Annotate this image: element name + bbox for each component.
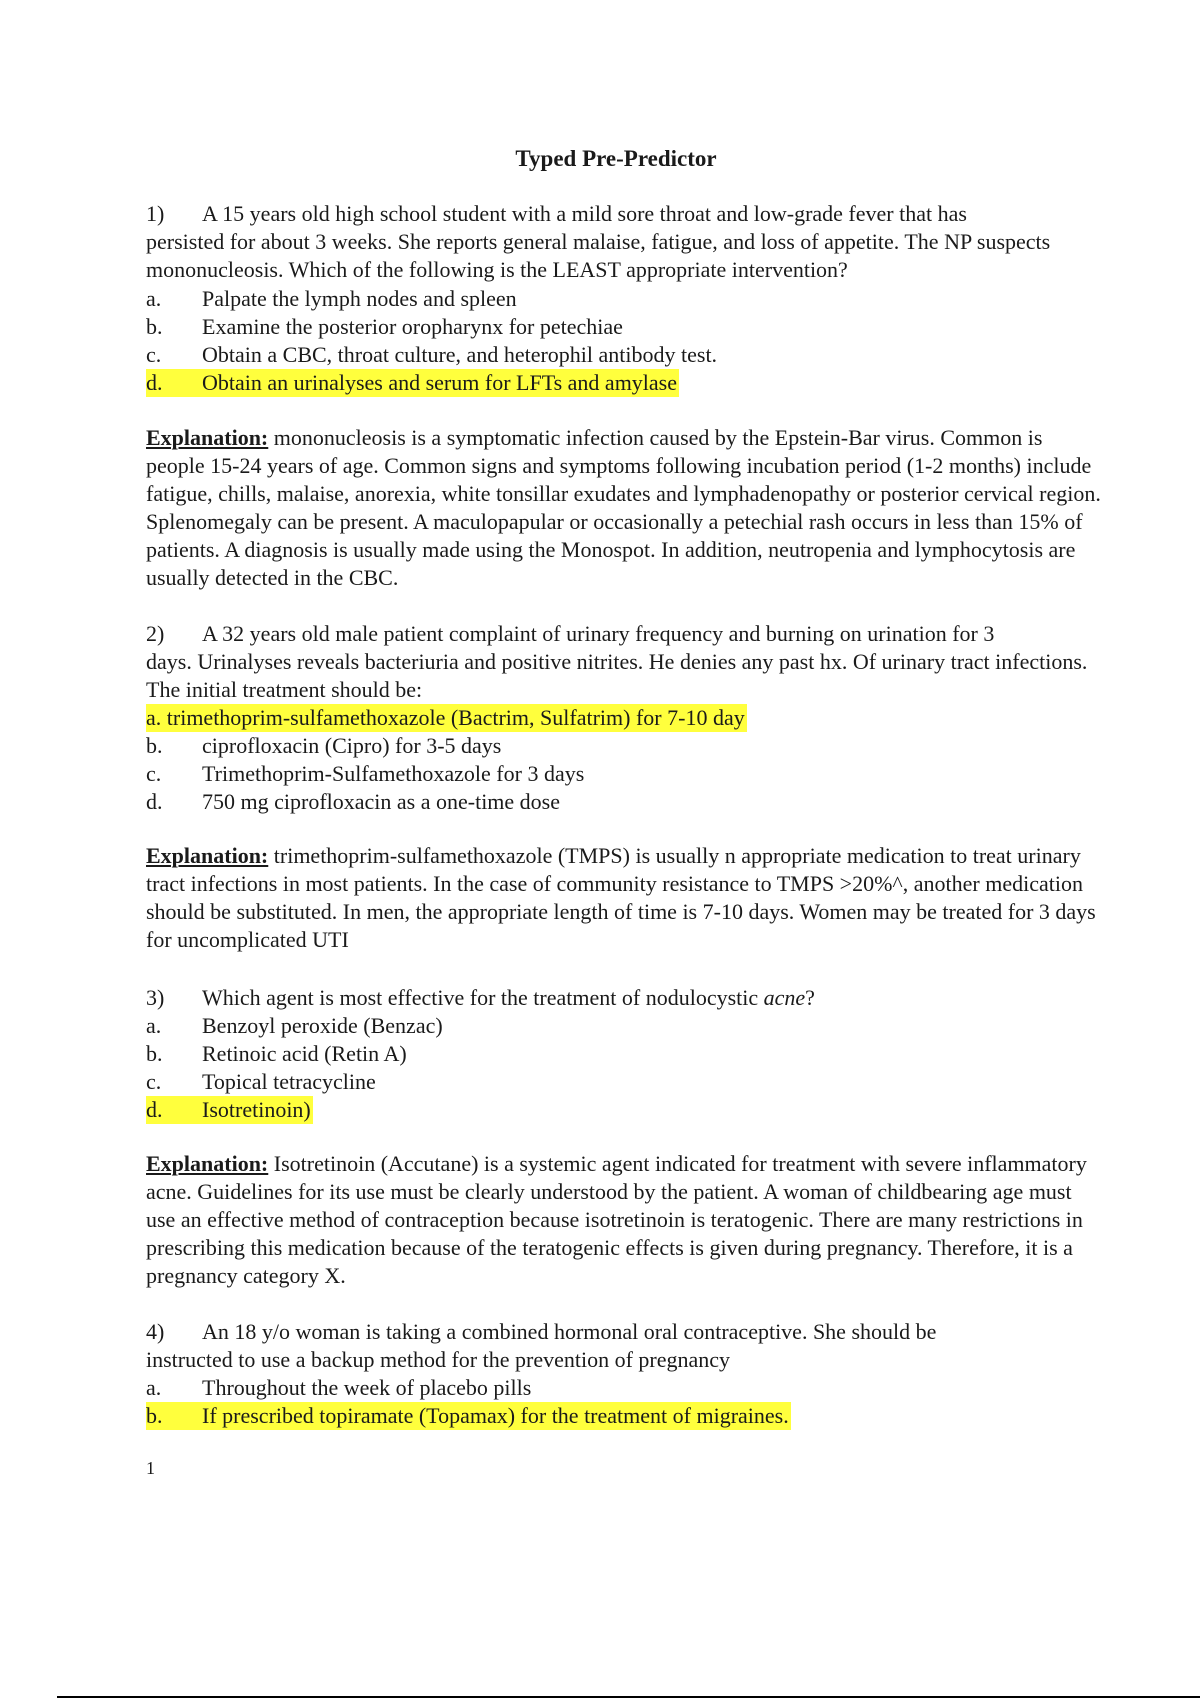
option-a bbox=[146, 1374, 1106, 1402]
option-text: Palpate the lymph nodes and spleen bbox=[202, 286, 517, 311]
option-text: Isotretinoin) bbox=[202, 1097, 311, 1122]
question-text: Which agent is most effective for the treatment of nodulocystic acne? bbox=[202, 985, 815, 1010]
question-text: An 18 y/o woman is taking a combined hormonal oral contraceptive. She should be bbox=[202, 1319, 937, 1344]
option-text: If prescribed topiramate (Topamax) for the treatment of migraines. bbox=[202, 1403, 789, 1428]
question-text-cont: instructed to use a backup method for the prevention of pregnancy bbox=[146, 1347, 731, 1372]
option-text: Benzoyl peroxide (Benzac) bbox=[202, 1013, 443, 1038]
page-number: 1 bbox=[146, 1458, 155, 1478]
option-b bbox=[146, 1040, 1106, 1068]
option-letter: c. bbox=[146, 761, 162, 786]
option-letter: b. bbox=[146, 314, 163, 339]
option-b bbox=[146, 732, 1106, 760]
option-text: Trimethoprim-Sulfamethoxazole for 3 days bbox=[202, 761, 585, 786]
option-text: Topical tetracycline bbox=[202, 1069, 376, 1094]
option-letter: b. bbox=[146, 1403, 163, 1428]
option-d-correct bbox=[146, 1096, 313, 1124]
option-letter: a. bbox=[146, 1013, 162, 1038]
question-2 bbox=[146, 620, 1106, 816]
explanation-label: Explanation: bbox=[146, 843, 269, 868]
option-text: Throughout the week of placebo pills bbox=[202, 1375, 532, 1400]
option-text: Obtain an urinalyses and serum for LFTs and amylase bbox=[202, 370, 678, 395]
page-bottom-rule bbox=[57, 1696, 1200, 1698]
question-number: 2) bbox=[146, 621, 165, 646]
option-d-correct bbox=[146, 369, 679, 397]
explanation-text: trimethoprim-sulfamethoxazole (TMPS) is usually n appropriate medication to treat urinary tract infections in most patients. In the case of community resistance to TMPS >20%^, another medication should be substituted. In men, the appropriate length of time is 7-10 days. Women may be treated for 3 days for uncomplicated UTI bbox=[146, 843, 1096, 952]
option-c bbox=[146, 1068, 1106, 1096]
question-text-cont: persisted for about 3 weeks. She reports general malaise, fatigue, and loss of appetite. The NP suspects mononucleosis. Which of the following is the LEAST appropriate intervention? bbox=[146, 229, 1051, 282]
explanation-label: Explanation: bbox=[146, 1151, 269, 1176]
option-b bbox=[146, 313, 1106, 341]
option-a bbox=[146, 285, 1106, 313]
option-a-correct: a. trimethoprim-sulfamethoxazole (Bactrim, Sulfatrim) for 7-10 day bbox=[146, 705, 745, 730]
question-1 bbox=[146, 200, 1106, 397]
explanation-text: Isotretinoin (Accutane) is a systemic agent indicated for treatment with severe inflammatory acne. Guidelines for its use must be clearly understood by the patient. A woman of childbearing age must use an effective method of contraception because isotretinoin is teratogenic. There are many restrictions in prescribing this medication because of the teratogenic effects is given during pregnancy. Therefore, it is a pregnancy category X. bbox=[146, 1151, 1087, 1288]
option-text: 750 mg ciprofloxacin as a one-time dose bbox=[202, 789, 561, 814]
option-letter: a. bbox=[146, 286, 162, 311]
question-text: A 15 years old high school student with a mild sore throat and low-grade fever that has bbox=[202, 201, 967, 226]
question-text-cont: days. Urinalyses reveals bacteriuria and positive nitrites. He denies any past hx. Of urinary tract infections. The initial treatment should be: bbox=[146, 649, 1088, 702]
question-number: 3) bbox=[146, 985, 165, 1010]
option-text: ciprofloxacin (Cipro) for 3-5 days bbox=[202, 733, 502, 758]
option-letter: c. bbox=[146, 342, 162, 367]
page-title: Typed Pre-Predictor bbox=[515, 146, 717, 171]
question-4 bbox=[146, 1318, 1106, 1430]
option-letter: c. bbox=[146, 1069, 162, 1094]
explanation-text: mononucleosis is a symptomatic infection caused by the Epstein-Bar virus. Common is people 15-24 years of age. Common signs and symptoms following incubation period (1-2 months) include fatigue, chills, malaise, anorexia, white tonsillar exudates and lymphadenopathy or posterior cervical region. Splenomegaly can be present. A maculopapular or occasionally a petechial rash occurs in less than 15% of patients. A diagnosis is usually made using the Monospot. In addition, neutropenia and lymphocytosis are usually detected in the CBC. bbox=[146, 425, 1101, 590]
option-c bbox=[146, 760, 1106, 788]
option-text: Retinoic acid (Retin A) bbox=[202, 1041, 407, 1066]
option-letter: d. bbox=[146, 1097, 163, 1122]
option-letter: d. bbox=[146, 370, 163, 395]
explanation-2 bbox=[146, 842, 1106, 954]
option-letter: b. bbox=[146, 1041, 163, 1066]
explanation-1 bbox=[146, 424, 1106, 592]
option-c bbox=[146, 341, 1106, 369]
explanation-label: Explanation: bbox=[146, 425, 269, 450]
option-letter: a. bbox=[146, 1375, 162, 1400]
option-d bbox=[146, 788, 1106, 816]
option-letter: d. bbox=[146, 789, 163, 814]
question-number: 4) bbox=[146, 1319, 165, 1344]
question-number: 1) bbox=[146, 201, 165, 226]
option-b-correct bbox=[146, 1402, 791, 1430]
option-letter: b. bbox=[146, 733, 163, 758]
option-text: Obtain a CBC, throat culture, and heterophil antibody test. bbox=[202, 342, 718, 367]
option-a bbox=[146, 1012, 1106, 1040]
question-3 bbox=[146, 984, 1106, 1124]
option-text: Examine the posterior oropharynx for petechiae bbox=[202, 314, 623, 339]
question-text: A 32 years old male patient complaint of urinary frequency and burning on urination for 3 bbox=[202, 621, 995, 646]
explanation-3 bbox=[146, 1150, 1106, 1290]
